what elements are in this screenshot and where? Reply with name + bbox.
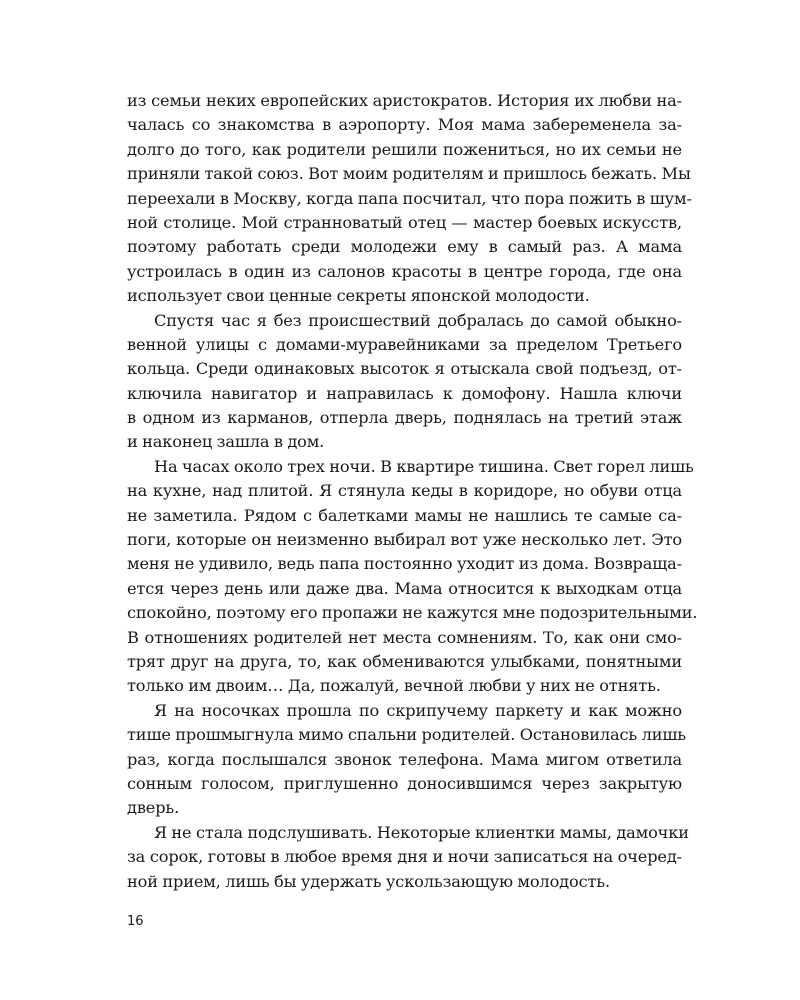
text-line: только им двоим… Да, пожалуй, вечной любви у них не отнять.: [127, 676, 661, 696]
text-line: В отношениях родителей нет места сомнениям. То, как они смо-: [127, 627, 682, 647]
text-line: трят друг на друга, то, как обмениваются улыбками, понятными: [127, 651, 682, 671]
text-line: раз, когда послышался звонок телефона. Мама мигом ответила: [127, 749, 682, 769]
paragraph: [127, 309, 682, 455]
text-line: Я не стала подслушивать. Некоторые клиентки мамы, дамочки: [154, 822, 689, 842]
text-line: приняли такой союз. Вот моим родителям и пришлось бежать. Мы: [127, 164, 691, 184]
text-line: на кухне, над плитой. Я стянула кеды в коридоре, но обуви отца: [127, 481, 682, 501]
text-line: венной улицы с домами-муравейниками за пределом Третьего: [127, 334, 682, 354]
body-text: [127, 89, 698, 894]
text-line: ется через день или даже два. Мама относится к выходкам отца: [127, 578, 682, 598]
text-line: устроилась в один из салонов красоты в центре города, где она: [127, 261, 682, 281]
text-line: в одном из карманов, отперла дверь, поднялась на третий этаж: [127, 408, 682, 428]
text-line: за сорок, готовы в любое время дня и ночи записаться на очеред-: [127, 847, 682, 867]
paragraph: [127, 455, 698, 699]
text-line: и наконец зашла в дом.: [127, 432, 325, 452]
text-line: из семьи неких европейских аристократов. История их любви на-: [127, 91, 682, 110]
text-line: меня не удивило, ведь папа постоянно уходит из дома. Возвраща-: [127, 554, 682, 574]
text-line: долго до того, как родители решили пожениться, но их семьи не: [127, 139, 682, 159]
text-line: чалась со знакомства в аэропорту. Моя мама забеременела за-: [127, 115, 682, 135]
text-line: спокойно, поэтому его пропажи не кажутся мне подозрительными.: [127, 603, 698, 623]
paragraph: [127, 821, 689, 894]
text-line: ключила навигатор и направилась к домофону. Нашла ключи: [127, 383, 682, 403]
text-line: переехали в Москву, когда папа посчитал, что пора пожить в шум-: [127, 188, 692, 208]
text-line: использует свои ценные секреты японской молодости.: [127, 286, 590, 306]
text-line: Я на носочках прошла по скрипучему паркету и как можно: [154, 700, 682, 720]
paragraph: [127, 89, 692, 309]
text-line: поги, которые он неизменно выбирал вот уже несколько лет. Это: [127, 530, 682, 550]
text-line: тише прошмыгнула мимо спальни родителей. Остановилась лишь: [127, 725, 686, 745]
text-line: Спустя час я без происшествий добралась до самой обыкно-: [154, 310, 682, 330]
text-line: кольца. Среди одинаковых высоток я отыскала свой подъезд, от-: [127, 359, 682, 379]
text-line: На часах около трех ночи. В квартире тишина. Свет горел лишь: [154, 456, 694, 476]
text-line: поэтому работать среди молодежи ему в самый раз. А мама: [127, 237, 682, 257]
text-line: сонным голосом, приглушенно доносившимся через закрытую: [127, 773, 682, 793]
text-line: ной столице. Мой странноватый отец — мастер боевых искусств,: [127, 212, 682, 232]
page-number: 16: [127, 914, 144, 929]
text-line: дверь.: [127, 798, 180, 818]
paragraph: [127, 699, 686, 821]
text-line: ной прием, лишь бы удержать ускользающую молодость.: [127, 871, 610, 891]
text-line: не заметила. Рядом с балетками мамы не нашлись те самые са-: [127, 505, 682, 525]
